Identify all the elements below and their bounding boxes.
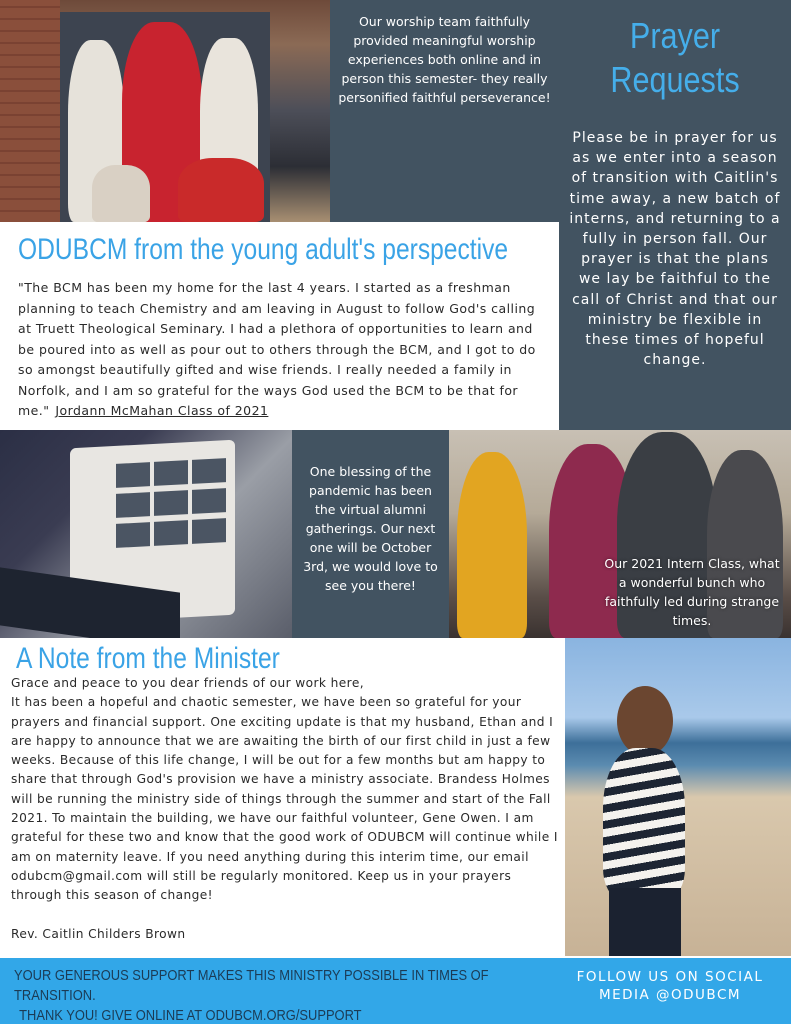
video-tile	[154, 460, 188, 486]
person-figure	[92, 165, 150, 222]
person-head	[617, 686, 673, 756]
support-message	[14, 966, 496, 1024]
prayer-title-line: Prayer	[629, 15, 721, 56]
person-figure	[178, 158, 264, 222]
young-adult-quote	[18, 278, 548, 422]
video-tile	[116, 522, 150, 548]
note-greeting: Grace and peace to you dear friends of our work here,	[11, 676, 364, 690]
prayer-requests-panel	[559, 0, 791, 430]
young-adult-heading: ODUBCM from the young adult's perspective	[18, 233, 509, 266]
video-tile	[116, 462, 150, 488]
minister-note-section	[0, 638, 565, 958]
social-media-text: FOLLOW US ON SOCIAL MEDIA @ODUBCM	[576, 969, 764, 1003]
worship-team-photo	[0, 0, 330, 222]
minister-note-heading: A Note from the Minister	[16, 642, 280, 675]
quote-text: "The BCM has been my home for the last 4 years. I started as a freshman planning to teach Chemistry and am leaving in August to follow God's calling at Truett Theological Seminary. I had a plethora of opportunities to learn and be poured into as well as pour out to others through the BCM, and I got to do so amongst beautifully gifted and wise friends. I really needed a family in Norfolk, and I am so grateful for the ways God used the BCM to be that for me."	[18, 280, 536, 418]
alumni-text: One blessing of the pandemic has been the virtual alumni gatherings. Our next one will be October 3rd, we would love to see you there!	[303, 464, 438, 593]
virtual-alumni-photo	[0, 430, 292, 638]
young-adult-section	[0, 222, 559, 430]
video-tile	[192, 488, 226, 514]
minister-note-body	[11, 674, 559, 944]
intern-class-caption: Our 2021 Intern Class, what a wonderful bunch who faithfully led during strange times.	[604, 556, 780, 628]
prayer-requests-title	[576, 14, 773, 102]
video-tile	[154, 490, 188, 516]
note-paragraph: It has been a hopeful and chaotic semester, we have been so grateful for your prayers and financial support. One exciting update is that my husband, Ethan and I are happy to announce that we are awaiting the birth of our first child in just a few weeks. Because of this life change, I will be out for a few months but am happy to share that through God's provision we have a ministry associate. Brandess Holmes will be running the ministry side of things through the summer and start of the Fall 2021. To maintain the building, we have our faithful volunteer, Gene Owen. I am grateful for these two and know that the good work of ODUBCM will continue while I am on maternity leave. If you need anything during this interim time, our email odubcm@gmail.com will still be regularly monitored. Keep us in your prayers through this season of change!	[11, 695, 558, 903]
prayer-requests-text: Please be in prayer for us as we enter into a season of transition with Caitlin's time away, a new batch of interns, and returning to a fully in person fall. Our prayer is that the plans we lay be faithful to the call of Christ and that our ministry be flexible in these times of hopeful change.	[569, 130, 781, 369]
person-figure	[457, 452, 527, 638]
prayer-title-line: Requests	[610, 59, 740, 100]
video-tile	[192, 458, 226, 484]
minister-photo	[565, 638, 791, 956]
support-line: YOUR GENEROUS SUPPORT MAKES THIS MINISTRY POSSIBLE IN TIMES OF TRANSITION.	[14, 967, 489, 1004]
alumni-panel	[292, 430, 449, 638]
person-legs	[609, 888, 681, 956]
support-line: THANK YOU! GIVE ONLINE AT ODUBCM.ORG/SUPPORT	[19, 1007, 362, 1024]
video-tile	[154, 520, 188, 546]
footer-banner	[0, 958, 791, 1024]
worship-text: Our worship team faithfully provided meaningful worship experiences both online and in person this semester- they really personified faithful perseverance!	[338, 14, 551, 105]
note-signature: Rev. Caitlin Childers Brown	[11, 926, 186, 941]
video-tile	[192, 518, 226, 544]
quote-attribution: Jordann McMahan Class of 2021	[55, 403, 269, 418]
intern-class-photo	[449, 430, 791, 638]
video-tile	[116, 492, 150, 518]
person-figure	[603, 748, 685, 898]
brick-wall	[0, 0, 60, 222]
worship-panel	[330, 0, 559, 222]
